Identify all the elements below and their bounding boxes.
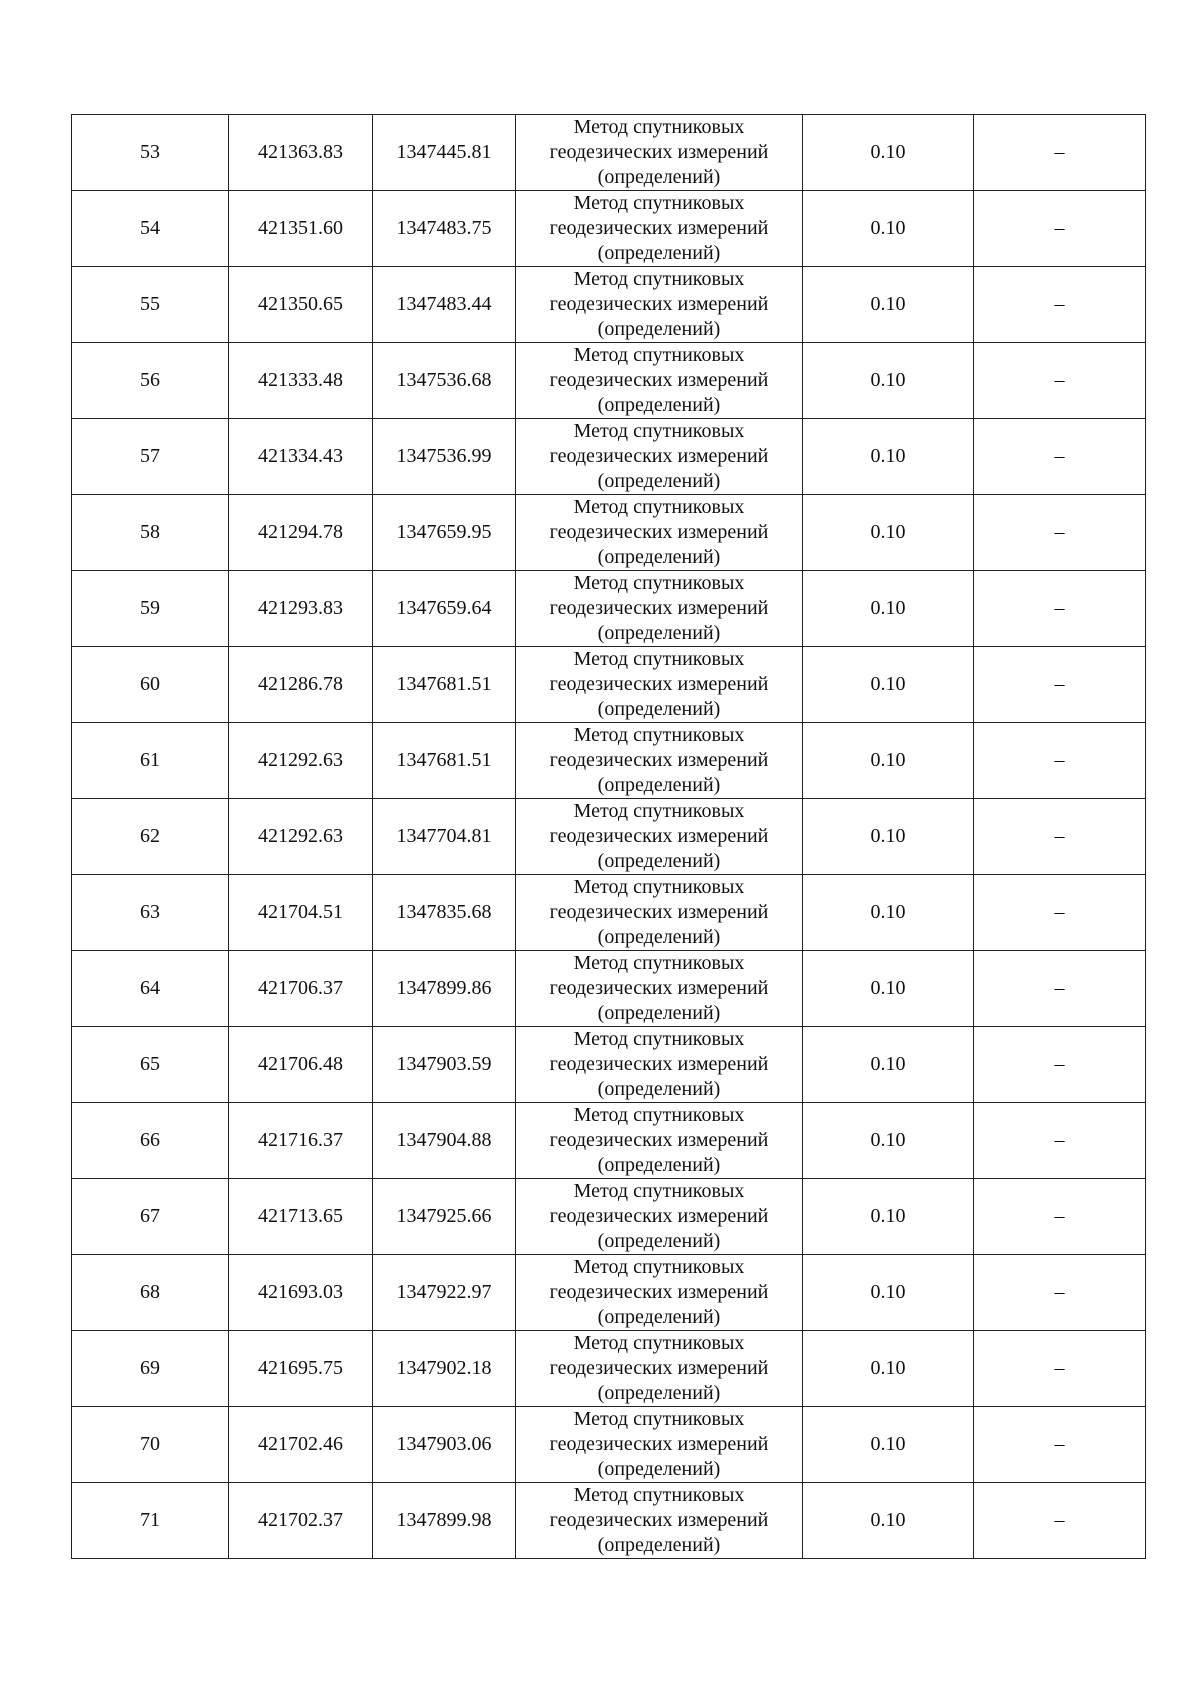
x-coordinate-cell: 421294.78	[229, 495, 373, 571]
method-line: Метод спутниковых	[573, 116, 745, 138]
method-line: Метод спутниковых	[573, 268, 745, 290]
y-coordinate-cell: 1347483.44	[373, 267, 516, 343]
accuracy-cell: 0.10	[803, 115, 974, 191]
y-coordinate-cell: 1347902.18	[373, 1331, 516, 1407]
accuracy-cell: 0.10	[803, 723, 974, 799]
point-number-cell: 55	[72, 267, 229, 343]
method-line: (определений)	[597, 166, 721, 188]
point-number-cell: 70	[72, 1407, 229, 1483]
table-row	[72, 1483, 1146, 1559]
note-cell: –	[974, 343, 1146, 419]
table-row	[72, 799, 1146, 875]
point-number-cell: 66	[72, 1103, 229, 1179]
y-coordinate-cell: 1347483.75	[373, 191, 516, 267]
method-line: (определений)	[597, 1306, 721, 1328]
note-cell: –	[974, 495, 1146, 571]
note-cell: –	[974, 571, 1146, 647]
method-line: Метод спутниковых	[573, 1332, 745, 1354]
method-line: геодезических измерений	[549, 901, 769, 923]
accuracy-cell: 0.10	[803, 1179, 974, 1255]
method-line: (определений)	[597, 1458, 721, 1480]
y-coordinate-cell: 1347659.64	[373, 571, 516, 647]
method-line: Метод спутниковых	[573, 648, 745, 670]
note-cell: –	[974, 1407, 1146, 1483]
method-cell	[516, 875, 803, 951]
method-cell	[516, 419, 803, 495]
method-cell	[516, 1255, 803, 1331]
method-line: геодезических измерений	[549, 521, 769, 543]
method-line: геодезических измерений	[549, 1053, 769, 1075]
method-cell	[516, 723, 803, 799]
y-coordinate-cell: 1347925.66	[373, 1179, 516, 1255]
table-row	[72, 191, 1146, 267]
method-line: Метод спутниковых	[573, 420, 745, 442]
method-cell	[516, 343, 803, 419]
method-line: (определений)	[597, 1078, 721, 1100]
x-coordinate-cell: 421334.43	[229, 419, 373, 495]
point-number-cell: 71	[72, 1483, 229, 1559]
method-line: Метод спутниковых	[573, 952, 745, 974]
x-coordinate-cell: 421286.78	[229, 647, 373, 723]
table-row	[72, 115, 1146, 191]
point-number-cell: 58	[72, 495, 229, 571]
method-cell	[516, 1103, 803, 1179]
table-row	[72, 875, 1146, 951]
x-coordinate-cell: 421706.37	[229, 951, 373, 1027]
note-cell: –	[974, 115, 1146, 191]
table-row	[72, 267, 1146, 343]
point-number-cell: 69	[72, 1331, 229, 1407]
note-cell: –	[974, 419, 1146, 495]
table-row	[72, 1179, 1146, 1255]
method-line: геодезических измерений	[549, 977, 769, 999]
point-number-cell: 60	[72, 647, 229, 723]
method-cell	[516, 115, 803, 191]
method-cell	[516, 571, 803, 647]
method-line: (определений)	[597, 1002, 721, 1024]
x-coordinate-cell: 421713.65	[229, 1179, 373, 1255]
method-line: Метод спутниковых	[573, 1104, 745, 1126]
method-line: Метод спутниковых	[573, 1484, 745, 1506]
method-line: Метод спутниковых	[573, 1180, 745, 1202]
method-line: геодезических измерений	[549, 1205, 769, 1227]
method-cell	[516, 1407, 803, 1483]
accuracy-cell: 0.10	[803, 875, 974, 951]
note-cell: –	[974, 799, 1146, 875]
x-coordinate-cell: 421695.75	[229, 1331, 373, 1407]
note-cell: –	[974, 1179, 1146, 1255]
table-row	[72, 723, 1146, 799]
coordinates-table-body	[72, 115, 1146, 1559]
method-line: Метод спутниковых	[573, 724, 745, 746]
method-line: геодезических измерений	[549, 217, 769, 239]
accuracy-cell: 0.10	[803, 951, 974, 1027]
method-line: геодезических измерений	[549, 293, 769, 315]
accuracy-cell: 0.10	[803, 647, 974, 723]
table-row	[72, 951, 1146, 1027]
method-line: (определений)	[597, 774, 721, 796]
method-line: (определений)	[597, 622, 721, 644]
point-number-cell: 64	[72, 951, 229, 1027]
y-coordinate-cell: 1347903.59	[373, 1027, 516, 1103]
table-row	[72, 571, 1146, 647]
accuracy-cell: 0.10	[803, 191, 974, 267]
method-line: (определений)	[597, 1154, 721, 1176]
point-number-cell: 53	[72, 115, 229, 191]
method-cell	[516, 951, 803, 1027]
y-coordinate-cell: 1347681.51	[373, 723, 516, 799]
accuracy-cell: 0.10	[803, 1027, 974, 1103]
method-cell	[516, 647, 803, 723]
method-line: (определений)	[597, 470, 721, 492]
x-coordinate-cell: 421716.37	[229, 1103, 373, 1179]
y-coordinate-cell: 1347681.51	[373, 647, 516, 723]
note-cell: –	[974, 647, 1146, 723]
y-coordinate-cell: 1347835.68	[373, 875, 516, 951]
method-line: геодезических измерений	[549, 1357, 769, 1379]
method-line: геодезических измерений	[549, 673, 769, 695]
point-number-cell: 68	[72, 1255, 229, 1331]
method-line: (определений)	[597, 1230, 721, 1252]
method-line: Метод спутниковых	[573, 192, 745, 214]
method-cell	[516, 1027, 803, 1103]
note-cell: –	[974, 191, 1146, 267]
y-coordinate-cell: 1347899.86	[373, 951, 516, 1027]
method-cell	[516, 1483, 803, 1559]
method-line: Метод спутниковых	[573, 496, 745, 518]
accuracy-cell: 0.10	[803, 571, 974, 647]
point-number-cell: 61	[72, 723, 229, 799]
point-number-cell: 62	[72, 799, 229, 875]
method-line: Метод спутниковых	[573, 572, 745, 594]
y-coordinate-cell: 1347899.98	[373, 1483, 516, 1559]
method-line: Метод спутниковых	[573, 1408, 745, 1430]
x-coordinate-cell: 421293.83	[229, 571, 373, 647]
y-coordinate-cell: 1347922.97	[373, 1255, 516, 1331]
method-line: (определений)	[597, 1382, 721, 1404]
method-line: геодезических измерений	[549, 597, 769, 619]
method-cell	[516, 1179, 803, 1255]
method-line: Метод спутниковых	[573, 1028, 745, 1050]
table-row	[72, 419, 1146, 495]
note-cell: –	[974, 1027, 1146, 1103]
method-cell	[516, 495, 803, 571]
accuracy-cell: 0.10	[803, 495, 974, 571]
method-line: Метод спутниковых	[573, 876, 745, 898]
method-line: (определений)	[597, 318, 721, 340]
method-line: (определений)	[597, 242, 721, 264]
y-coordinate-cell: 1347903.06	[373, 1407, 516, 1483]
accuracy-cell: 0.10	[803, 267, 974, 343]
point-number-cell: 65	[72, 1027, 229, 1103]
x-coordinate-cell: 421333.48	[229, 343, 373, 419]
method-line: геодезических измерений	[549, 749, 769, 771]
method-line: (определений)	[597, 1534, 721, 1556]
accuracy-cell: 0.10	[803, 1331, 974, 1407]
accuracy-cell: 0.10	[803, 343, 974, 419]
y-coordinate-cell: 1347536.68	[373, 343, 516, 419]
method-line: геодезических измерений	[549, 141, 769, 163]
method-cell	[516, 191, 803, 267]
method-line: геодезических измерений	[549, 825, 769, 847]
coordinates-table	[71, 114, 1146, 1559]
y-coordinate-cell: 1347659.95	[373, 495, 516, 571]
y-coordinate-cell: 1347704.81	[373, 799, 516, 875]
method-line: Метод спутниковых	[573, 344, 745, 366]
point-number-cell: 54	[72, 191, 229, 267]
method-line: (определений)	[597, 394, 721, 416]
x-coordinate-cell: 421350.65	[229, 267, 373, 343]
method-line: геодезических измерений	[549, 1433, 769, 1455]
x-coordinate-cell: 421702.46	[229, 1407, 373, 1483]
y-coordinate-cell: 1347445.81	[373, 115, 516, 191]
accuracy-cell: 0.10	[803, 1407, 974, 1483]
table-row	[72, 1331, 1146, 1407]
method-line: Метод спутниковых	[573, 1256, 745, 1278]
method-line: геодезических измерений	[549, 1509, 769, 1531]
table-row	[72, 647, 1146, 723]
accuracy-cell: 0.10	[803, 419, 974, 495]
method-line: (определений)	[597, 850, 721, 872]
x-coordinate-cell: 421292.63	[229, 723, 373, 799]
note-cell: –	[974, 875, 1146, 951]
table-row	[72, 495, 1146, 571]
x-coordinate-cell: 421363.83	[229, 115, 373, 191]
point-number-cell: 56	[72, 343, 229, 419]
method-line: геодезических измерений	[549, 445, 769, 467]
note-cell: –	[974, 267, 1146, 343]
method-cell	[516, 1331, 803, 1407]
table-row	[72, 343, 1146, 419]
method-line: геодезических измерений	[549, 1129, 769, 1151]
accuracy-cell: 0.10	[803, 1103, 974, 1179]
note-cell: –	[974, 723, 1146, 799]
y-coordinate-cell: 1347536.99	[373, 419, 516, 495]
y-coordinate-cell: 1347904.88	[373, 1103, 516, 1179]
x-coordinate-cell: 421702.37	[229, 1483, 373, 1559]
table-row	[72, 1027, 1146, 1103]
note-cell: –	[974, 1331, 1146, 1407]
method-cell	[516, 267, 803, 343]
method-cell	[516, 799, 803, 875]
method-line: геодезических измерений	[549, 1281, 769, 1303]
note-cell: –	[974, 1103, 1146, 1179]
x-coordinate-cell: 421351.60	[229, 191, 373, 267]
x-coordinate-cell: 421292.63	[229, 799, 373, 875]
table-row	[72, 1407, 1146, 1483]
method-line: Метод спутниковых	[573, 800, 745, 822]
note-cell: –	[974, 1255, 1146, 1331]
point-number-cell: 63	[72, 875, 229, 951]
table-row	[72, 1255, 1146, 1331]
point-number-cell: 67	[72, 1179, 229, 1255]
method-line: (определений)	[597, 546, 721, 568]
method-line: геодезических измерений	[549, 369, 769, 391]
accuracy-cell: 0.10	[803, 799, 974, 875]
method-line: (определений)	[597, 926, 721, 948]
x-coordinate-cell: 421706.48	[229, 1027, 373, 1103]
x-coordinate-cell: 421693.03	[229, 1255, 373, 1331]
point-number-cell: 57	[72, 419, 229, 495]
method-line: (определений)	[597, 698, 721, 720]
point-number-cell: 59	[72, 571, 229, 647]
x-coordinate-cell: 421704.51	[229, 875, 373, 951]
accuracy-cell: 0.10	[803, 1255, 974, 1331]
table-row	[72, 1103, 1146, 1179]
note-cell: –	[974, 951, 1146, 1027]
note-cell: –	[974, 1483, 1146, 1559]
accuracy-cell: 0.10	[803, 1483, 974, 1559]
